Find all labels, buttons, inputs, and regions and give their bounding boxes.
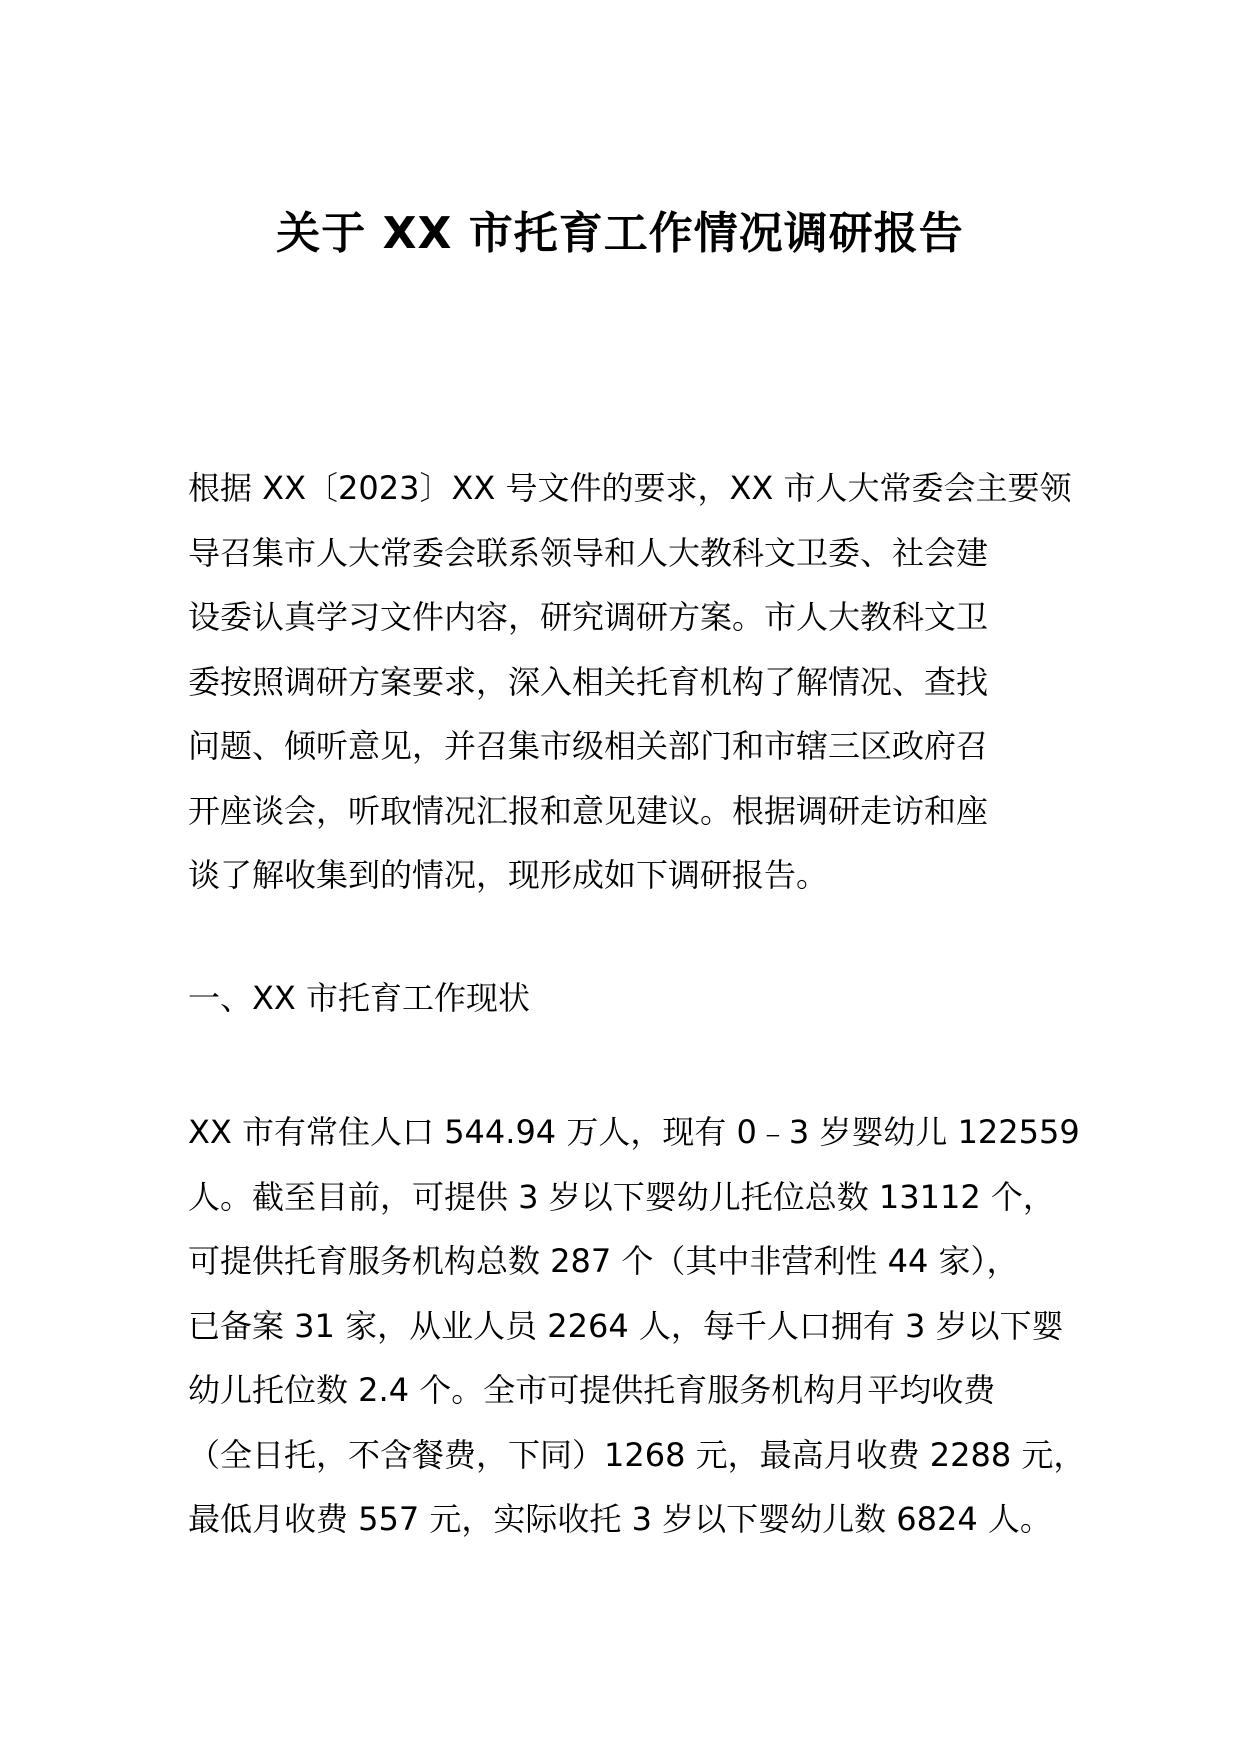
paragraph-line: XX 市有常住人口 544.94 万人，现有 0﹣3 岁婴幼儿 122559	[188, 1113, 1080, 1151]
paragraph-line: 可提供托育服务机构总数 287 个（其中非营利性 44 家），	[188, 1242, 1019, 1280]
paragraph-line: （全日托，不含餐费，下同）1268 元，最高月收费 2288 元，	[188, 1435, 1086, 1474]
intro-paragraph	[188, 456, 1088, 908]
paragraph-line: 已备案 31 家，从业人员 2264 人，每千人口拥有 3 岁以下婴	[188, 1306, 1064, 1345]
paragraph-line: 最低月收费 557 元，实际收托 3 岁以下婴幼儿数 6824 人。	[188, 1500, 1052, 1538]
paragraph-line: 委按照调研方案要求，深入相关托育机构了解情况、查找	[188, 662, 989, 701]
paragraph-line: 根据 XX〔2023〕XX 号文件的要求，XX 市人大常委会主要领	[188, 469, 1072, 507]
paragraph-line: 开座谈会，听取情况汇报和意见建议。根据调研走访和座	[188, 791, 989, 830]
paragraph-line: 问题、倾听意见，并召集市级相关部门和市辖三区政府召	[188, 727, 989, 765]
paragraph-line: 谈了解收集到的情况，现形成如下调研报告。	[188, 856, 829, 894]
section-heading: 一、XX 市托育工作现状	[188, 979, 531, 1017]
paragraph-line: 导召集市人大常委会联系领导和人大教科文卫委、社会建	[188, 533, 989, 572]
paragraph-line: 人。截至目前，可提供 3 岁以下婴幼儿托位总数 13112 个，	[188, 1177, 1055, 1216]
document-title: 关于 XX 市托育工作情况调研报告	[276, 208, 964, 259]
status-paragraph	[188, 1100, 1088, 1552]
paragraph-line: 设委认真学习文件内容，研究调研方案。市人大教科文卫	[188, 598, 989, 636]
paragraph-line: 幼儿托位数 2.4 个。全市可提供托育服务机构月平均收费	[188, 1371, 996, 1409]
